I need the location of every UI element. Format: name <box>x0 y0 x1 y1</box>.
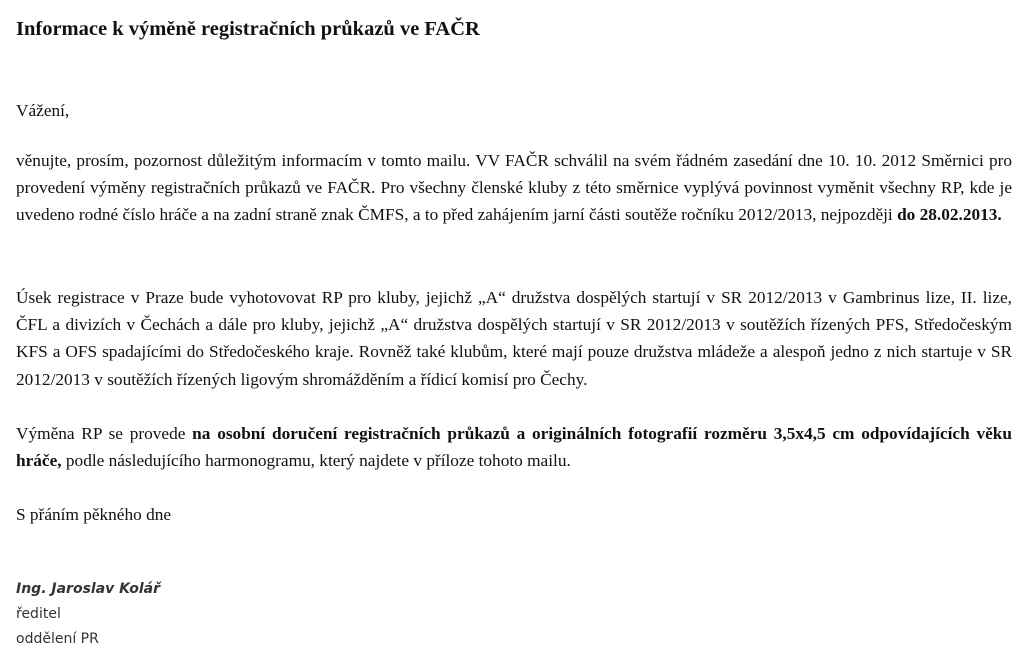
exchange-intro: Výměna RP se provede <box>16 424 193 443</box>
paragraph-exchange <box>16 420 1012 474</box>
signature-name: Ing. Jaroslav Kolář <box>16 581 160 597</box>
document-title: Informace k výměně registračních průkazů ve FAČR <box>16 18 480 40</box>
deadline-text: do 28.02.2013. <box>897 205 1002 225</box>
paragraph-registration: Úsek registrace v Praze bude vyhotovovat RP pro kluby, jejichž „A“ družstva dospělých startují v SR 2012/2013 v Gambrinus lize, II. lize, ČFL a divizích v Čechách a dále pro kluby, jejichž „A“ družstva dospělých startují v SR 2012/2013 v soutěžích řízených PFS, Středočeským KFS a OFS spadajícími do Středočeského kraje. Rovněž také klubům, které mají pouze družstva mládeže a alespoň jedno z nich startuje v SR 2012/2013 v soutěžích řízených ligovým shromážděním a řídicí komisí pro Čechy. <box>16 288 1012 389</box>
signature-role: ředitel <box>16 606 61 622</box>
exchange-requirements: na osobní doručení registračních průkazů a originálních fotografií rozměru 3,5x4,5 cm odpovídajících věku hráče, <box>16 424 1013 471</box>
exchange-rest: podle následujícího harmonogramu, který najdete v příloze tohoto mailu. <box>61 451 571 471</box>
signature-block <box>16 577 160 652</box>
paragraph-directive <box>16 147 1012 229</box>
paragraph-directive-text: věnujte, prosím, pozornost důležitým informacím v tomto mailu. VV FAČR schválil na svém řádném zasedání dne 10. 10. 2012 Směrnici pro provedení výměny registračních průkazů ve FAČR. Pro všechny členské kluby z této směrnice vyplývá povinnost vyměnit všechny RP, kde je uvedeno rodné číslo hráče a na zadní straně znak ČMFS, a to před zahájením jarní části soutěže ročníku 2012/2013, nejpozději <box>16 151 1012 225</box>
signature-department: oddělení PR <box>16 631 99 647</box>
closing-line: S přáním pěkného dne <box>16 505 172 524</box>
greeting: Vážení, <box>16 101 70 120</box>
